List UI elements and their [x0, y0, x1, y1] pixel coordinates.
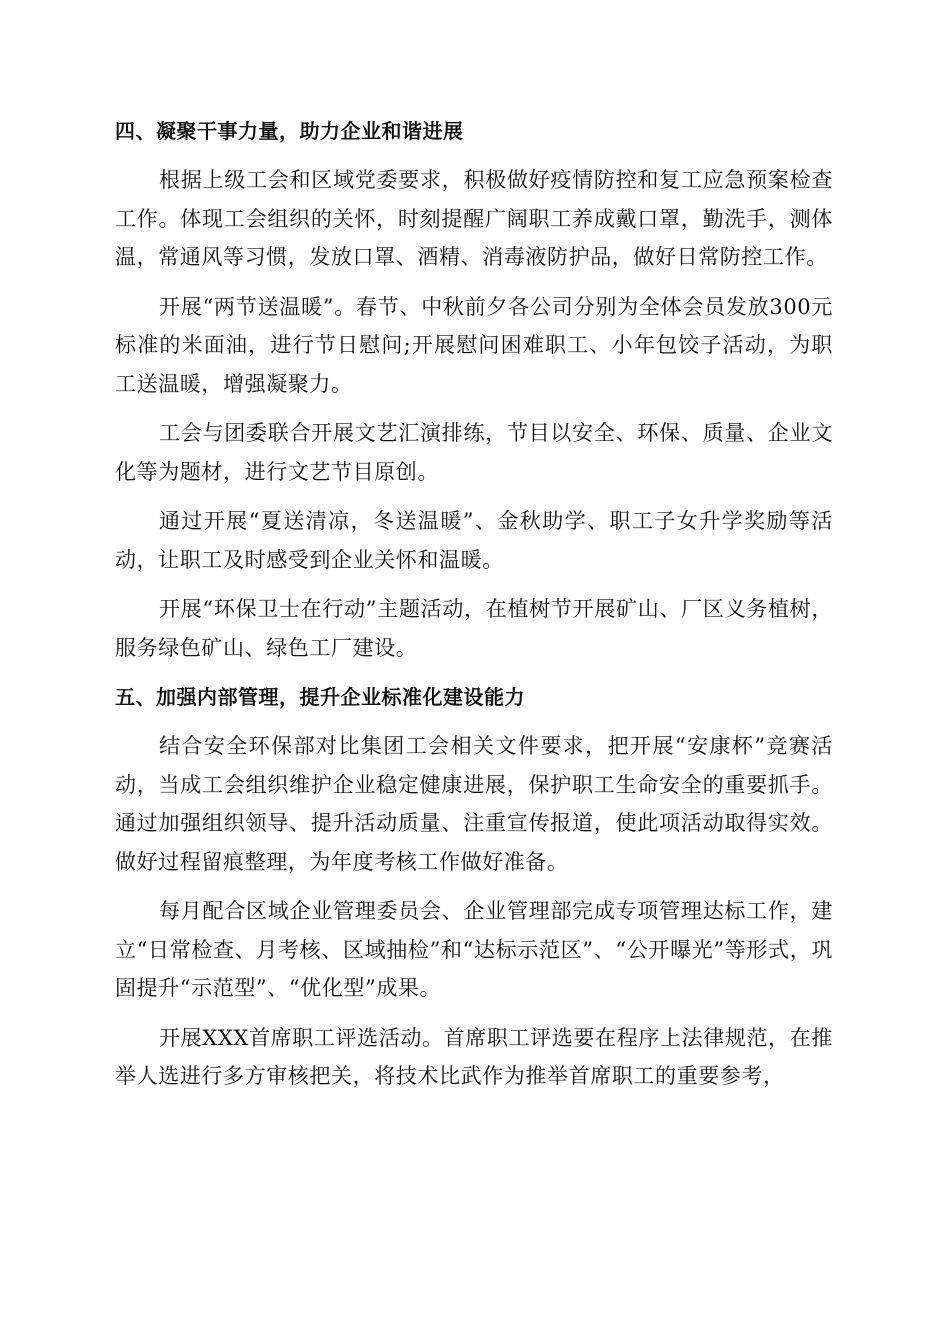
- paragraph-management-standards: 每月配合区域企业管理委员会、企业管理部完成专项管理达标工作，建立“日常检查、月考核、区域抽检”和“达标示范区”、“公开曝光”等形式，巩固提升“示范型”、“优化型”成果。: [115, 899, 833, 1000]
- paragraph-festival-warmth: 开展“两节送温暖”。春节、中秋前夕各公司分别为全体会员发放300元标准的米面油，进行节日慰问;开展慰问困难职工、小年包饺子活动，为职工送温暖，增强凝聚力。: [115, 294, 833, 396]
- section-heading-five: 五、加强内部管理，提升企业标准化建设能力: [115, 685, 525, 709]
- paragraph-seasonal-care: 通过开展“夏送清凉，冬送温暖”、金秋助学、职工子女升学奖励等活动，让职工及时感受到企业关怀和温暖。: [115, 509, 833, 572]
- paragraph-art-performance: 工会与团委联合开展文艺汇演排练，节目以安全、环保、质量、企业文化等为题材，进行文艺节目原创。: [115, 421, 833, 484]
- paragraph-ankang-cup: 结合安全环保部对比集团工会相关文件要求，把开展“安康杯”竞赛活动，当成工会组织维护企业稳定健康进展，保护职工生命安全的重要抓手。通过加强组织领导、提升活动质量、注重宣传报道，使此项活动取得实效。做好过程留痕整理，为年度考核工作做好准备。: [115, 734, 833, 874]
- paragraph-environmental-activity: 开展“环保卫士在行动”主题活动，在植树节开展矿山、厂区义务植树，服务绿色矿山、绿色工厂建设。: [115, 597, 833, 660]
- section-heading-four: 四、凝聚干事力量，助力企业和谐进展: [115, 119, 464, 143]
- paragraph-chief-worker-selection: 开展XXX首席职工评选活动。首席职工评选要在程序上法律规范，在推举人选进行多方审核把关，将技术比武作为推举首席职工的重要参考，: [115, 1025, 833, 1088]
- document-body: [115, 112, 833, 1096]
- paragraph-epidemic-prevention: 根据上级工会和区域党委要求，积极做好疫情防控和复工应急预案检查工作。体现工会组织的关怀，时刻提醒广阔职工养成戴口罩，勤洗手，测体温，常通风等习惯，发放口罩、酒精、消毒液防护品，做好日常防控工作。: [115, 168, 833, 269]
